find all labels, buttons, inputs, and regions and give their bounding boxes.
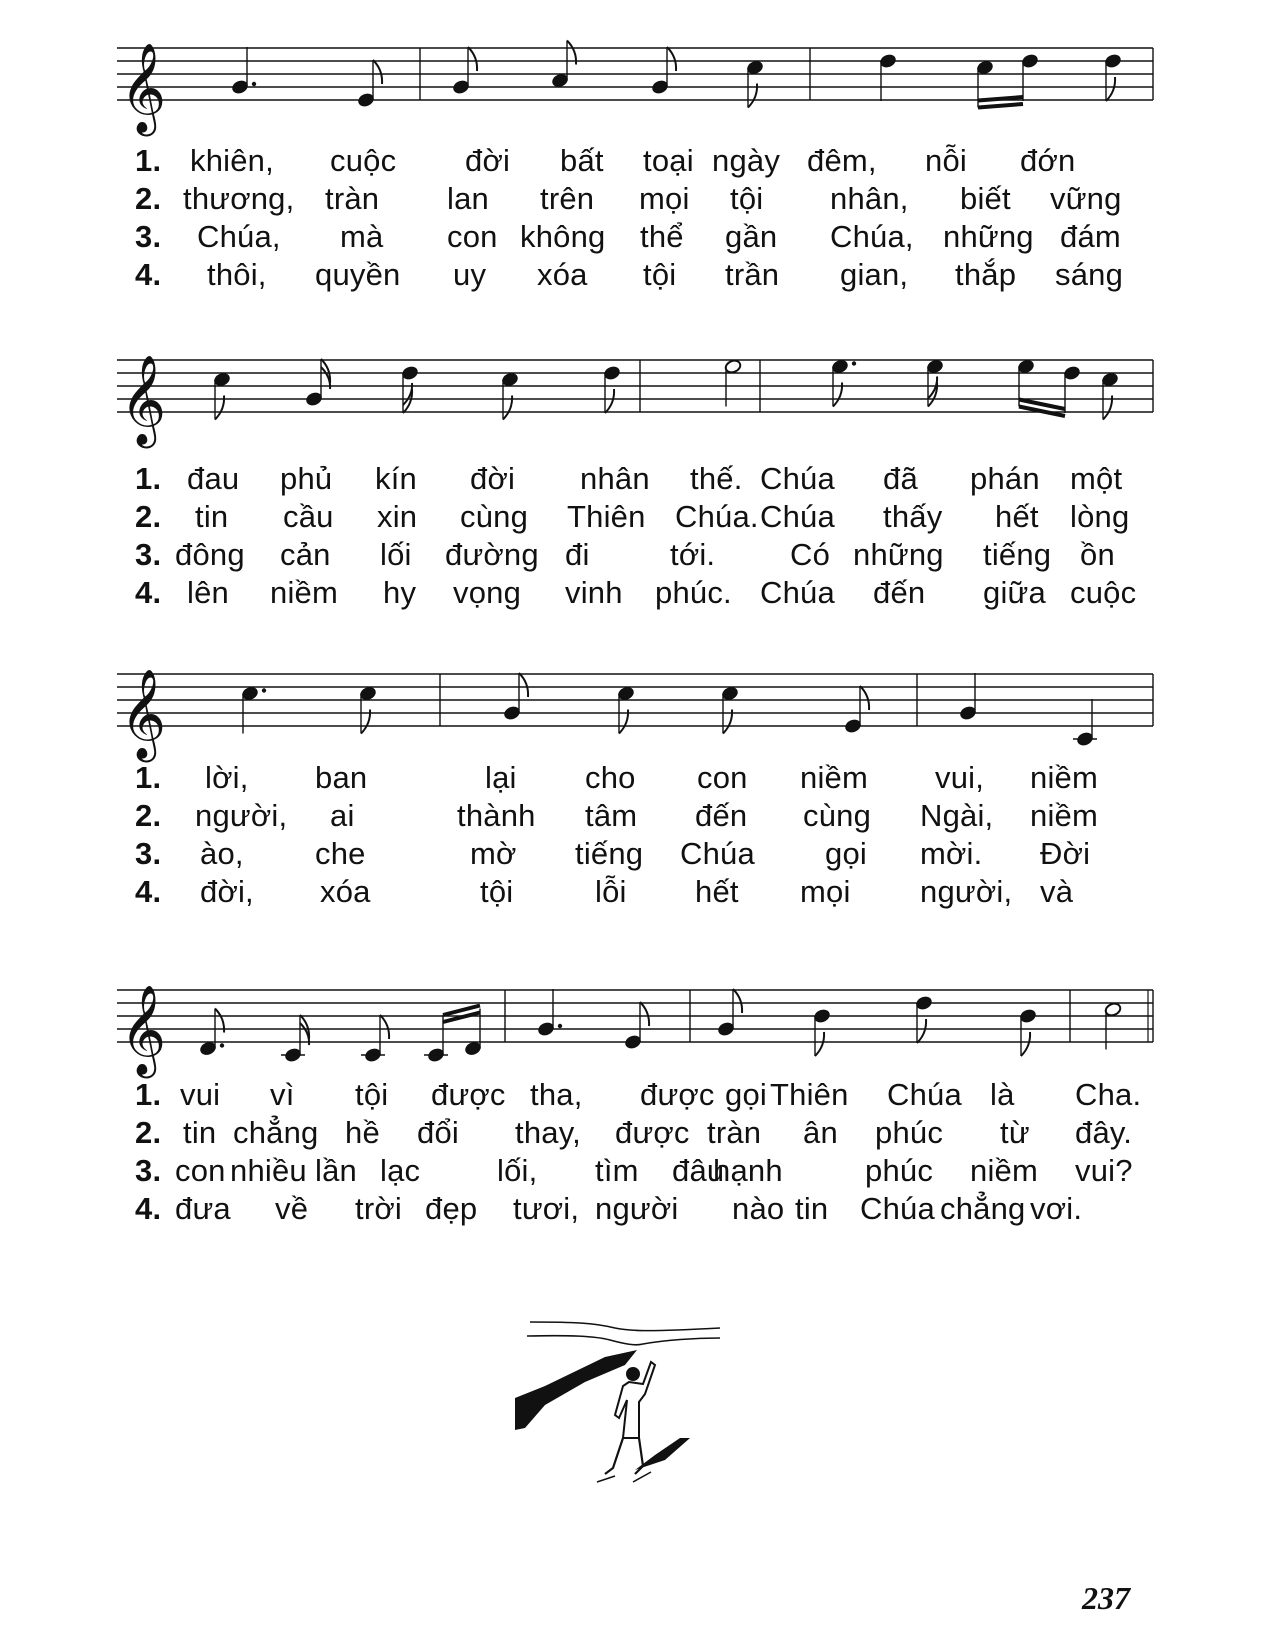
verse-line — [135, 1076, 1140, 1114]
verse-number: 3. — [135, 1153, 162, 1188]
lyric-syllable: cuộc — [330, 143, 397, 178]
lyric-syllable: đây. — [1075, 1115, 1133, 1150]
lyric-syllable: phúc. — [655, 575, 732, 610]
lyric-syllable: tin — [795, 1191, 829, 1226]
lyric-syllable: biết — [960, 181, 1011, 216]
verse-number: 4. — [135, 575, 162, 610]
treble-clef-icon: 𝄞 — [120, 43, 167, 133]
verse-line — [135, 1152, 1140, 1190]
verse-number: 4. — [135, 257, 162, 292]
lyric-syllable: thành — [457, 798, 536, 833]
lyric-syllable: đám — [1060, 219, 1121, 254]
lyric-syllable: không — [520, 219, 606, 254]
verse-number: 4. — [135, 874, 162, 909]
lyric-syllable: chẳng — [940, 1191, 1026, 1226]
verse-number: 3. — [135, 537, 162, 572]
lyric-syllable: nhiều — [230, 1153, 307, 1188]
lyric-syllable: sáng — [1055, 257, 1124, 292]
lyric-syllable: phán — [970, 461, 1040, 496]
lyric-syllable: tràn — [325, 181, 380, 216]
lyric-syllable: đến — [695, 798, 748, 833]
lyric-syllable: thấy — [883, 499, 943, 534]
lyric-syllable: lạc — [380, 1153, 421, 1188]
verse-number: 3. — [135, 836, 162, 871]
lyric-syllable: Đời — [1040, 836, 1091, 871]
lyric-syllable: tới. — [670, 537, 716, 572]
lyric-syllable: cuộc — [1070, 575, 1137, 610]
verse-number: 2. — [135, 181, 162, 216]
lyric-syllable: niềm — [270, 575, 338, 610]
verse-number: 1. — [135, 760, 162, 795]
note-icon — [1021, 53, 1039, 101]
lyric-syllable: tiếng — [983, 537, 1052, 572]
lyric-syllable: tràn — [707, 1115, 762, 1150]
lyric-syllable: niềm — [800, 760, 868, 795]
lyric-syllable: nhân — [580, 461, 650, 496]
lyric-syllable: ngày — [712, 143, 781, 178]
lyric-syllable: lỗi — [595, 874, 627, 909]
lyric-syllable: lại — [485, 760, 517, 795]
note-icon — [603, 365, 621, 413]
staff-2 — [0, 342, 1275, 462]
lyric-syllable: tha, — [530, 1077, 583, 1112]
note-icon — [281, 1015, 309, 1063]
lyric-syllable: lan — [447, 181, 489, 216]
lyric-syllable: vui, — [935, 760, 985, 795]
lyric-syllable: đông — [175, 537, 245, 572]
treble-clef-icon: 𝄞 — [120, 669, 167, 759]
lyric-syllable: Chúa, — [830, 219, 914, 254]
lyric-syllable: thế. — [690, 461, 743, 496]
lyric-syllable: mời. — [920, 836, 983, 871]
note-icon — [361, 1015, 389, 1063]
lyric-syllable: mà — [340, 219, 384, 254]
lyric-syllable: vọng — [453, 575, 522, 610]
lyric-syllable: niềm — [1030, 760, 1098, 795]
verse-line — [135, 218, 1140, 256]
note-icon — [813, 1008, 831, 1056]
lyric-syllable: đường — [445, 537, 539, 572]
verse-line — [135, 460, 1140, 498]
lyric-syllable: đổi — [417, 1115, 459, 1150]
lyric-syllable: tươi, — [513, 1191, 580, 1226]
note-icon — [1063, 365, 1081, 413]
lyric-syllable: Thiên — [567, 499, 646, 534]
note-icon — [879, 53, 897, 101]
lyric-syllable: hy — [383, 575, 417, 610]
lyric-syllable: được — [615, 1115, 690, 1150]
lyric-syllable: đẹp — [425, 1191, 478, 1226]
lyric-syllable: Chúa, — [197, 219, 281, 254]
lyric-syllable: tội — [480, 874, 514, 909]
note-icon — [1019, 1008, 1037, 1056]
lyric-syllable: tội — [730, 181, 764, 216]
lyric-syllable: xóa — [320, 874, 371, 909]
lyrics-block-3 — [135, 759, 1140, 911]
lyric-syllable: đêm, — [807, 143, 877, 178]
lyric-syllable: thương, — [183, 181, 295, 216]
lyric-syllable: Có — [790, 537, 831, 572]
verse-number: 1. — [135, 1077, 162, 1112]
lyric-syllable: gọi — [825, 836, 867, 871]
verse-line — [135, 536, 1140, 574]
lyric-syllable: đã — [883, 461, 918, 496]
lyric-syllable: cùng — [460, 499, 529, 534]
lyric-syllable: người, — [195, 798, 288, 833]
lyric-syllable: ban — [315, 760, 368, 795]
lyric-syllable: Chúa — [760, 575, 835, 610]
lyric-syllable: vui? — [1075, 1153, 1133, 1188]
verse-line — [135, 873, 1140, 911]
lyrics-block-2 — [135, 460, 1140, 612]
staff-4 — [0, 972, 1275, 1092]
lyric-syllable: người — [595, 1191, 679, 1226]
lyric-syllable: Chúa. — [675, 499, 759, 534]
lyric-syllable: vì — [270, 1077, 295, 1112]
lyric-syllable: tội — [355, 1077, 389, 1112]
verse-line — [135, 1114, 1140, 1152]
lyric-syllable: thôi, — [207, 257, 267, 292]
lyric-syllable: Chúa — [887, 1077, 962, 1112]
lyric-syllable: con — [175, 1153, 226, 1188]
lyric-syllable: tâm — [585, 798, 638, 833]
lyric-syllable: mờ — [470, 836, 517, 871]
verse-line — [135, 835, 1140, 873]
lyric-syllable: mọi — [639, 181, 690, 216]
lyric-syllable: lần — [315, 1153, 357, 1188]
lyric-syllable: vui — [180, 1077, 221, 1112]
lyric-syllable: cho — [585, 760, 636, 795]
treble-clef-icon: 𝄞 — [120, 985, 167, 1075]
lyric-syllable: đời — [465, 143, 511, 178]
lyric-syllable: vững — [1050, 181, 1122, 216]
lyric-syllable: con — [697, 760, 748, 795]
note-icon — [1104, 53, 1122, 101]
lyric-syllable: nào — [732, 1191, 785, 1226]
verse-number: 1. — [135, 461, 162, 496]
verse-line — [135, 1190, 1140, 1228]
lyric-syllable: con — [447, 219, 498, 254]
lyric-syllable: gần — [725, 219, 778, 254]
lyric-syllable: thể — [640, 219, 684, 254]
note-icon — [1073, 699, 1097, 747]
lyric-syllable: mọi — [800, 874, 851, 909]
lyric-syllable: đến — [873, 575, 926, 610]
lyric-syllable: Thiên — [770, 1077, 849, 1112]
staff-3 — [0, 656, 1275, 776]
lyric-syllable: che — [315, 836, 366, 871]
lyric-syllable: tiếng — [575, 836, 644, 871]
lyric-syllable: ai — [330, 798, 355, 833]
lyric-syllable: trên — [540, 181, 595, 216]
lyric-syllable: thay, — [515, 1115, 581, 1150]
lyric-syllable: Chúa — [760, 499, 835, 534]
lyric-syllable: nhân, — [830, 181, 909, 216]
lyrics-block-4 — [135, 1076, 1140, 1228]
lyric-syllable: vơi. — [1030, 1191, 1083, 1226]
lyric-syllable: từ — [1000, 1115, 1030, 1150]
lyric-syllable: chẳng — [233, 1115, 319, 1150]
lyric-syllable: phúc — [865, 1153, 934, 1188]
lyric-syllable: xin — [377, 499, 418, 534]
verse-line — [135, 759, 1140, 797]
lyric-syllable: cản — [280, 537, 331, 572]
figure-walking-on-road-icon — [515, 1320, 735, 1500]
lyric-syllable: tìm — [595, 1153, 639, 1188]
lyric-syllable: đâu — [672, 1153, 725, 1188]
lyric-syllable: Chúa — [680, 836, 755, 871]
lyric-syllable: người, — [920, 874, 1013, 909]
lyric-syllable: nỗi — [925, 143, 967, 178]
verse-line — [135, 574, 1140, 612]
lyric-syllable: toại — [643, 143, 694, 178]
lyric-syllable: lòng — [1070, 499, 1130, 534]
lyric-syllable: lối, — [497, 1153, 538, 1188]
lyric-syllable: tin — [195, 499, 229, 534]
lyric-syllable: tin — [183, 1115, 217, 1150]
lyric-syllable: gọi — [725, 1077, 767, 1112]
lyric-syllable: được — [640, 1077, 715, 1112]
verse-line — [135, 797, 1140, 835]
lyric-syllable: đưa — [175, 1191, 231, 1226]
verse-line — [135, 498, 1140, 536]
lyric-syllable: ào, — [200, 836, 244, 871]
lyric-syllable: thắp — [955, 257, 1017, 292]
lyric-syllable: ân — [803, 1115, 838, 1150]
lyric-syllable: hề — [345, 1115, 380, 1150]
lyric-syllable: gian, — [840, 257, 909, 292]
verse-number: 2. — [135, 499, 162, 534]
note-icon — [959, 673, 977, 721]
lyric-syllable: lên — [187, 575, 229, 610]
staff-1 — [0, 30, 1275, 150]
verse-number: 1. — [135, 143, 162, 178]
lyric-syllable: và — [1040, 874, 1074, 909]
verse-number: 3. — [135, 219, 162, 254]
lyric-syllable: hết — [695, 874, 739, 909]
verse-number: 2. — [135, 1115, 162, 1150]
lyric-syllable: đời — [470, 461, 516, 496]
lyric-syllable: phúc — [875, 1115, 944, 1150]
lyric-syllable: đau — [187, 461, 240, 496]
lyric-syllable: lời, — [205, 760, 249, 795]
lyric-syllable: hết — [995, 499, 1039, 534]
lyric-syllable: kín — [375, 461, 417, 496]
note-icon — [401, 365, 419, 413]
lyric-syllable: Cha. — [1075, 1077, 1142, 1112]
verse-number: 4. — [135, 1191, 162, 1226]
lyric-syllable: đớn — [1020, 143, 1076, 178]
page-number: 237 — [1082, 1580, 1130, 1616]
verse-line — [135, 142, 1140, 180]
lyric-syllable: niềm — [1030, 798, 1098, 833]
lyric-syllable: những — [943, 219, 1034, 254]
note-icon — [915, 995, 933, 1043]
lyric-syllable: trời — [355, 1191, 402, 1226]
lyric-syllable: lối — [380, 537, 412, 572]
lyric-syllable: xóa — [537, 257, 588, 292]
verse-number: 2. — [135, 798, 162, 833]
lyric-syllable: về — [275, 1191, 309, 1226]
lyric-syllable: Chúa — [760, 461, 835, 496]
lyric-syllable: cùng — [803, 798, 872, 833]
lyric-syllable: là — [990, 1077, 1015, 1112]
lyric-syllable: uy — [453, 257, 487, 292]
lyric-syllable: giữa — [983, 575, 1046, 610]
lyric-syllable: được — [431, 1077, 506, 1112]
lyric-syllable: ồn — [1080, 537, 1115, 572]
lyric-syllable: tội — [643, 257, 677, 292]
lyric-syllable: đời, — [200, 874, 254, 909]
lyric-syllable: Ngài, — [920, 798, 994, 833]
lyric-syllable: hạnh — [713, 1153, 783, 1188]
lyric-syllable: vinh — [565, 575, 623, 610]
lyric-syllable: những — [853, 537, 944, 572]
verse-line — [135, 180, 1140, 218]
lyric-syllable: cầu — [283, 499, 334, 534]
lyric-syllable: đi — [565, 537, 590, 572]
lyric-syllable: một — [1070, 461, 1123, 496]
treble-clef-icon: 𝄞 — [120, 355, 167, 445]
lyric-syllable: Chúa — [860, 1191, 935, 1226]
lyric-syllable: niềm — [970, 1153, 1038, 1188]
verse-line — [135, 256, 1140, 294]
lyric-syllable: trần — [725, 257, 780, 292]
lyric-syllable: khiên, — [190, 143, 274, 178]
lyric-syllable: bất — [560, 143, 604, 178]
lyric-syllable: phủ — [280, 461, 333, 496]
lyric-syllable: quyền — [315, 257, 401, 292]
lyrics-block-1 — [135, 142, 1140, 294]
